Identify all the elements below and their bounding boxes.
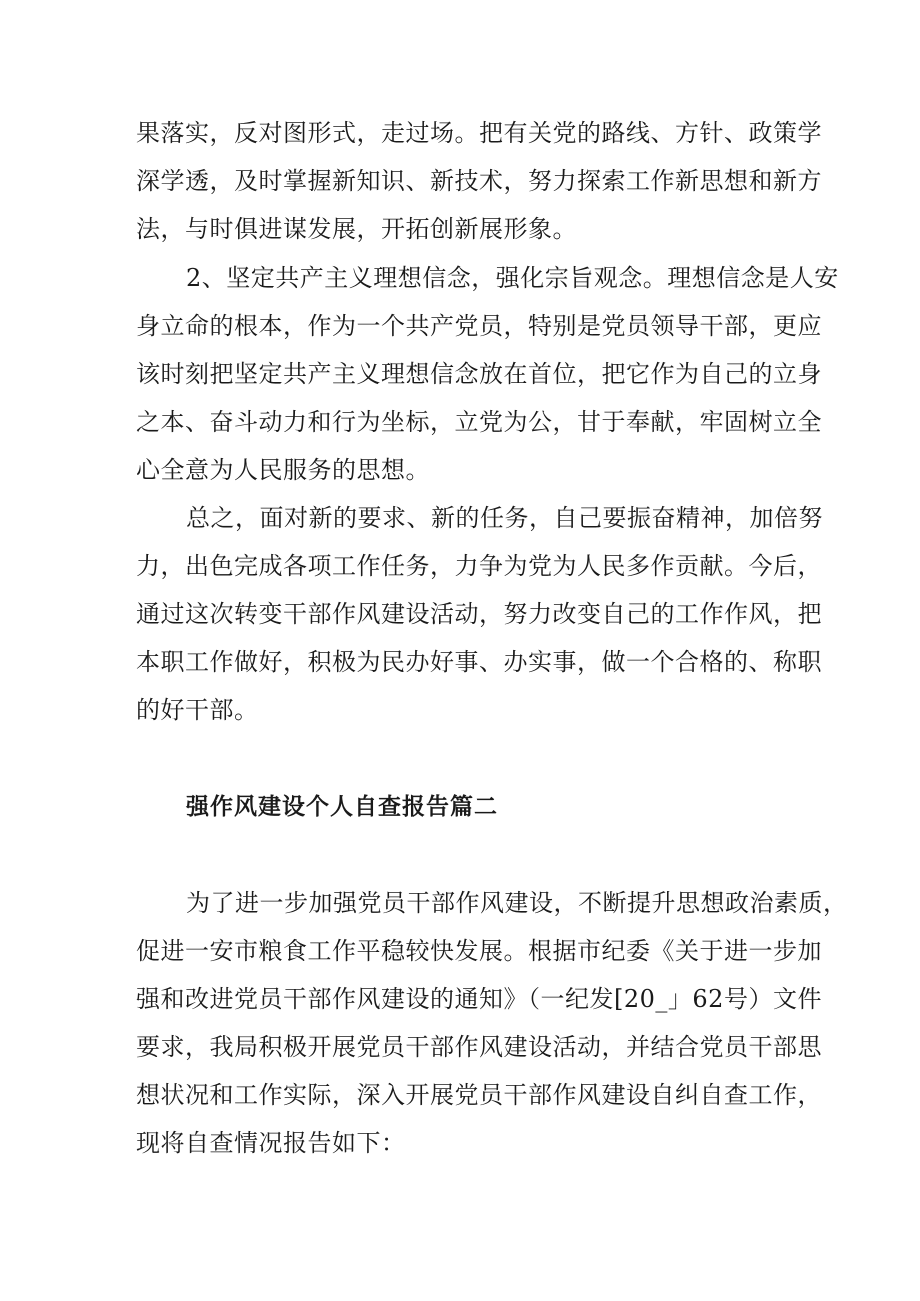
paragraph-line: 深学透，及时掌握新知识、新技术，努力探索工作新思想和新方: [136, 167, 822, 195]
paragraph-line: 促进一安市粮食工作平稳较快发展。根据市纪委《关于进一步加: [136, 937, 822, 965]
paragraph-line: 之本、奋斗动力和行为坐标，立党为公，甘于奉献，牢固树立全: [136, 408, 822, 436]
paragraph-line: 2、坚定共产主义理想信念，强化宗旨观念。理想信念是人安: [186, 264, 839, 292]
paragraph-line: 果落实，反对图形式，走过场。把有关党的路线、方针、政策学: [136, 119, 822, 147]
paragraph-line: 该时刻把坚定共产主义理想信念放在首位，把它作为自己的立身: [136, 360, 822, 388]
section-title: 强作风建设个人自查报告篇二: [186, 793, 498, 820]
paragraph-line: 通过这次转变干部作风建设活动，努力改变自己的工作作风，把: [136, 600, 822, 628]
paragraph-line: 总之，面对新的要求、新的任务，自己要振奋精神，加倍努: [186, 504, 823, 532]
paragraph-line: 本职工作做好，积极为民办好事、办实事，做一个合格的、称职: [136, 648, 822, 676]
paragraph-line: 心全意为人民服务的思想。: [136, 456, 430, 484]
paragraph-line: 要求，我局积极开展党员干部作风建设活动，并结合党员干部思: [136, 1033, 822, 1061]
paragraph-line: 法，与时俱进谋发展，开拓创新展形象。: [136, 215, 577, 243]
paragraph-line: 为了进一步加强党员干部作风建设，不断提升思想政治素质，: [186, 889, 848, 917]
paragraph-line: 身立命的根本，作为一个共产党员，特别是党员领导干部，更应: [136, 312, 822, 340]
paragraph-line: 力，出色完成各项工作任务，力争为党为人民多作贡献。今后，: [136, 552, 822, 580]
paragraph-line: 想状况和工作实际，深入开展党员干部作风建设自纠自查工作，: [136, 1081, 822, 1109]
paragraph-line: 现将自查情况报告如下：: [136, 1129, 406, 1157]
paragraph-line: 的好干部。: [136, 696, 259, 724]
paragraph-line: 强和改进党员干部作风建设的通知》（一纪发[20_」62号）文件: [136, 985, 822, 1013]
